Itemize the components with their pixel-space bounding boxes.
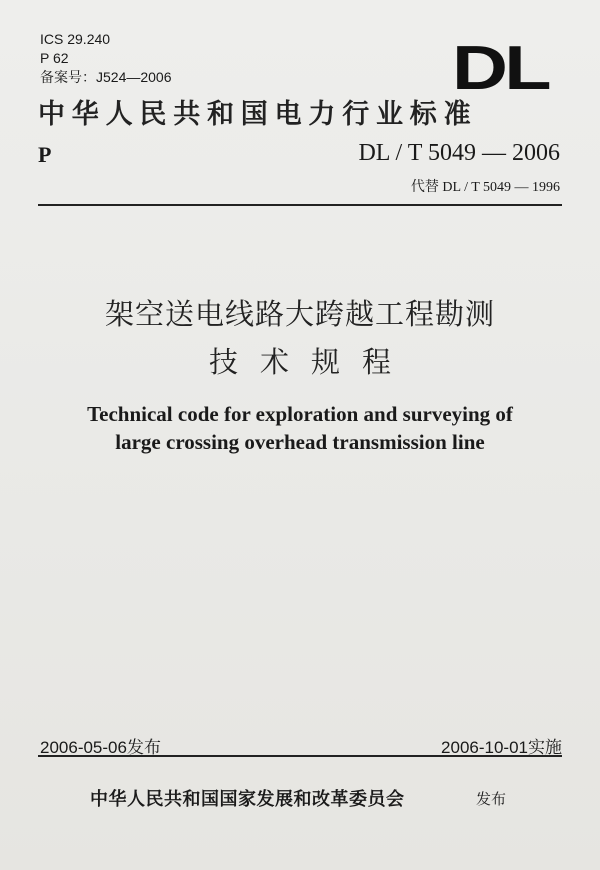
replaces-standard: 代替 DL / T 5049 — 1996 — [410, 180, 560, 195]
filing-number: 备案号：J524—2006 — [40, 69, 172, 85]
issuing-authority-suffix: 发布 — [476, 790, 507, 808]
ics-code: ICS 29.240 — [40, 31, 111, 47]
chinese-title-line-1: 架空送电线路大跨越工程勘测 — [104, 297, 495, 331]
standard-number: DL / T 5049 — 2006 — [358, 140, 560, 166]
dl-logo: DL — [452, 34, 548, 103]
category-letter: P — [38, 142, 52, 167]
english-title-line-2: large crossing overhead transmission line — [115, 430, 485, 454]
classification-code: P 62 — [40, 50, 69, 66]
english-title-line-1: Technical code for exploration and surveying of — [87, 402, 513, 426]
implementation-date: 2006-10-01实施 — [441, 738, 562, 757]
header-divider — [38, 204, 562, 206]
issuing-authority: 中华人民共和国国家发展和改革委员会 — [90, 789, 405, 810]
organization-standard-title: 中华人民共和国电力行业标准 — [38, 99, 478, 130]
footer-divider — [38, 755, 562, 757]
issue-date: 2006-05-06发布 — [40, 738, 161, 757]
chinese-title-line-2: 技术规程 — [208, 345, 413, 379]
classification-codes — [40, 30, 172, 87]
